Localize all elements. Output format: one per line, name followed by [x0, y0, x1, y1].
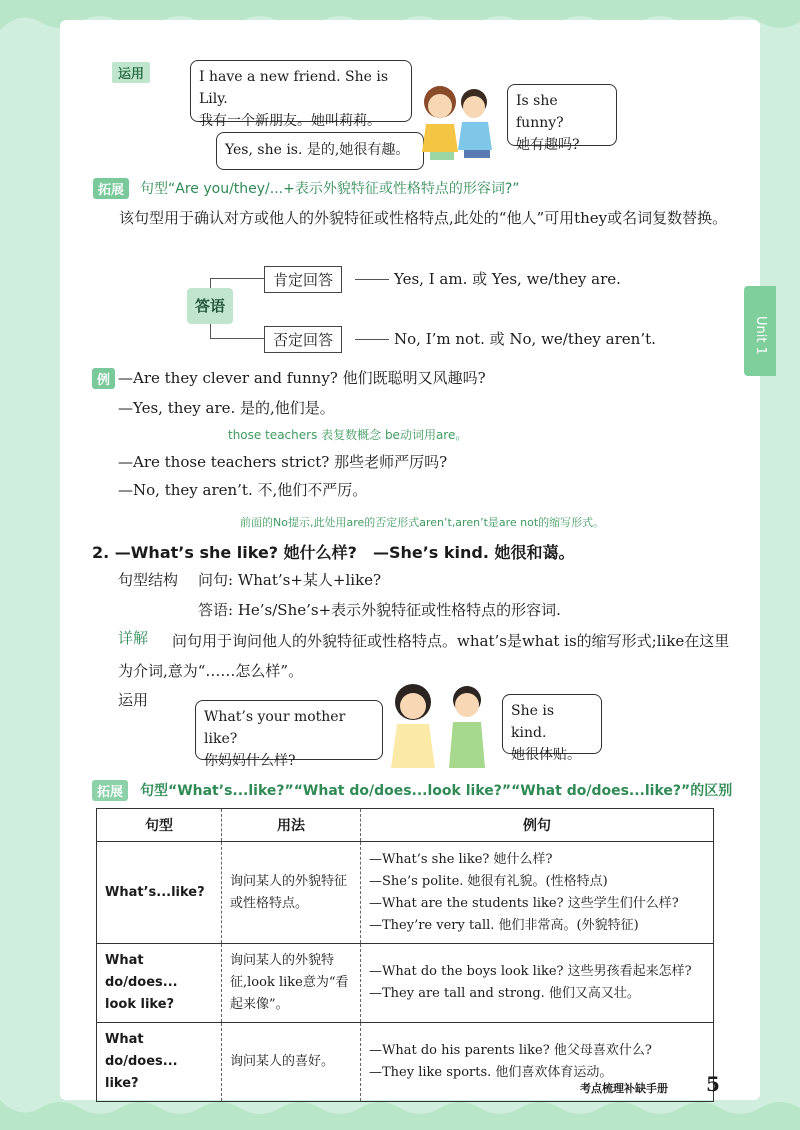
cell-examples [361, 944, 714, 1023]
extension-tag: 拓展 [92, 780, 128, 801]
example-line: —What do the boys look like? 这些男孩看起来怎样? [369, 964, 692, 979]
bubble-text-en: What’s your mother like? [204, 709, 346, 747]
bubble-text-zh: 你妈妈什么样? [204, 753, 296, 769]
detail-text: 问句用于询问他人的外貌特征或性格特点。what’s是what is的缩写形式;like在这里为介词,意为“……怎么样”。 [118, 632, 730, 680]
speech-bubble-answer [216, 132, 424, 170]
speech-bubble-question [507, 84, 617, 153]
example-line: —They’re very tall. 他们非常高。(外貌特征) [369, 917, 639, 933]
bubble-text-zh: 她很体贴。 [511, 747, 581, 763]
negative-answer-text: No, I’m not. 或 No, we/they aren’t. [394, 330, 656, 348]
comparison-table [96, 808, 714, 1102]
example-tag: 例 [92, 368, 115, 389]
cell-pattern: What do/does... look like? [97, 944, 222, 1023]
cell-examples [361, 842, 714, 944]
unit-side-tab[interactable] [744, 286, 776, 376]
handwritten-note-1: those teachers 表复数概念 be动词用are。 [228, 428, 468, 442]
header-examples: 例句 [361, 809, 714, 842]
example-line: —What do his parents like? 他父母喜欢什么? [369, 1043, 652, 1058]
detail-label: 详解 [118, 629, 149, 647]
girl-boy-illustration [385, 680, 495, 770]
bubble-text-zh: 她有趣吗? [516, 137, 580, 153]
bubble-text-zh: 我有一个新朋友。她叫莉莉。 [199, 113, 381, 129]
page-number: 5 [706, 1072, 720, 1096]
cell-usage: 询问某人的喜好。 [222, 1023, 361, 1102]
table-row [97, 842, 714, 944]
extension-2-title: 句型“What’s...like?”“What do/does...look like?”“What do/does...like?”的区别 [140, 783, 733, 799]
kids-illustration [412, 80, 504, 162]
bubble-text: Yes, she is. 是的,她很有趣。 [225, 142, 410, 158]
unit-label: Unit 1 [753, 316, 768, 355]
example-line-4: —No, they aren’t. 不,他们不严厉。 [118, 481, 368, 499]
cell-pattern: What do/does... like? [97, 1023, 222, 1102]
table-row [97, 944, 714, 1023]
speech-bubble-lily [190, 60, 412, 129]
example-line-3: —Are those teachers strict? 那些老师严厉吗? [118, 453, 448, 471]
use-label: 运用 [118, 691, 149, 709]
example-line: —What’s she like? 她什么样? [369, 851, 553, 867]
answer-label: 答语 [187, 288, 233, 324]
extension-tag: 拓展 [93, 178, 129, 199]
bubble-text-en: I have a new friend. She is Lily. [199, 69, 389, 107]
table-header-row [97, 809, 714, 842]
footer-book-title: 考点梳理补缺手册 [580, 1082, 668, 1095]
cell-usage: 询问某人的外貌特征或性格特点。 [222, 842, 361, 944]
negative-answer-label: 否定回答 [264, 326, 342, 353]
positive-answer-text: Yes, I am. 或 Yes, we/they are. [394, 270, 621, 288]
speech-bubble-question [195, 700, 383, 769]
bubble-text-en: She is kind. [511, 703, 555, 741]
use-tag: 运用 [112, 62, 150, 83]
structure-question: 问句: What’s+某人+like? [198, 571, 382, 589]
example-line: —They are tall and strong. 他们又高又壮。 [369, 986, 640, 1001]
header-usage: 用法 [222, 809, 361, 842]
handwritten-note-2: 前面的No提示,此处用are的否定形式aren’t,aren’t是are not的缩写形式。 [240, 516, 605, 529]
bottom-wave-border [0, 1100, 800, 1130]
header-pattern: 句型 [97, 809, 222, 842]
example-line-1: —Are they clever and funny? 他们既聪明又风趣吗? [118, 369, 486, 387]
example-line: —They like sports. 他们喜欢体育运动。 [369, 1065, 613, 1080]
structure-answer: 答语: He’s/She’s+表示外貌特征或性格特点的形容词. [198, 601, 561, 619]
point-2-title: 2. —What’s she like? 她什么样? —She’s kind. 她很和蔼。 [92, 543, 575, 562]
cell-pattern: What’s...like? [97, 842, 222, 944]
example-line-2: —Yes, they are. 是的,他们是。 [118, 399, 335, 417]
cell-usage: 询问某人的外貌特征,look like意为“看起来像”。 [222, 944, 361, 1023]
speech-bubble-answer [502, 694, 602, 763]
positive-answer-label: 肯定回答 [264, 266, 342, 293]
extension-title: 句型“Are you/they/...+表示外貌特征或性格特点的形容词?” [140, 181, 520, 197]
structure-label: 句型结构 [118, 571, 179, 589]
extension-description: 该句型用于确认对方或他人的外貌特征或性格特点,此处的“他人”可用they或名词复数替换。 [119, 209, 728, 227]
bubble-text-en: Is she funny? [516, 93, 564, 131]
example-line: —What are the students like? 这些学生们什么样? [369, 895, 679, 911]
example-line: —She’s polite. 她很有礼貌。(性格特点) [369, 873, 608, 889]
